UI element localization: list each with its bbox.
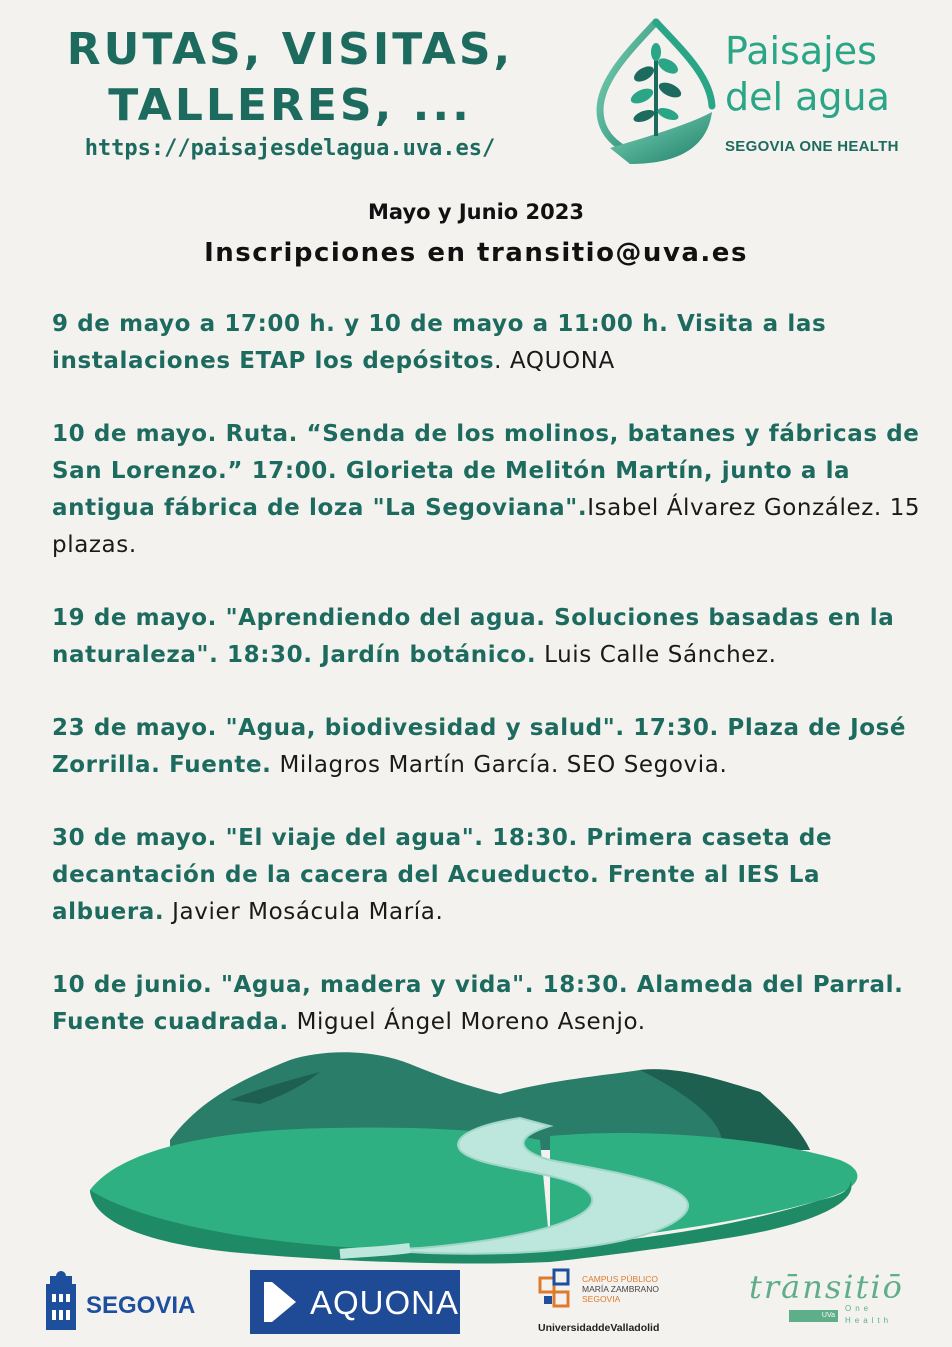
main-title <box>40 22 540 134</box>
event-item: 9 de mayo a 17:00 h. y 10 de mayo a 11:00 h. Visita a las instalaciones ETAP los depósitos. AQUONA <box>52 311 827 374</box>
events-list <box>52 306 922 1077</box>
event-item: 30 de mayo. "El viaje del agua". 18:30. Primera caseta de decantación de la cacera del Acueducto. Frente al IES La albuera. Javier Mosácula María. <box>52 825 833 925</box>
event-item: 23 de mayo. "Agua, biodivesidad y salud". 17:30. Plaza de José Zorrilla. Fuente. Milagros Martín García. SEO Segovia. <box>52 715 907 778</box>
event-item: 10 de junio. "Agua, madera y vida". 18:30. Alameda del Parral. Fuente cuadrada. Miguel Ángel Moreno Asenjo. <box>52 972 904 1035</box>
dates-heading: Mayo y Junio 2023 <box>368 200 584 224</box>
uva-campus-logo: CAMPUS PÚBLICO MARÍA ZAMBRANO SEGOVIA UniversidaddeValladolid <box>538 1266 678 1338</box>
aquona-mark-icon <box>264 1282 300 1322</box>
transitio-logo: trānsitiō UVa One Health <box>749 1268 904 1325</box>
logo-title: Paisajes del agua <box>725 29 890 119</box>
title-line-2: TALLERES, ... <box>108 80 472 131</box>
landscape-illustration <box>80 1040 870 1270</box>
footer-logos <box>0 1262 952 1342</box>
campus-grid-icon <box>538 1268 578 1312</box>
aquona-logo: AQUONA <box>250 1270 460 1334</box>
title-line-1: RUTAS, VISITAS, <box>66 24 514 75</box>
logo-subtitle: SEGOVIA ONE HEALTH <box>725 138 899 155</box>
event-item: 19 de mayo. "Aprendiendo del agua. Soluciones basadas en la naturaleza". 18:30. Jardín botánico. Luis Calle Sánchez. <box>52 605 895 668</box>
registration-heading: Inscripciones en transitio@uva.es <box>204 238 748 268</box>
segovia-logo-text: SEGOVIA <box>86 1292 196 1319</box>
website-link[interactable]: https://paisajesdelagua.uva.es/ <box>84 136 496 161</box>
event-item: 10 de mayo. Ruta. “Senda de los molinos, batanes y fábricas de San Lorenzo.” 17:00. Glorieta de Melitón Martín, junto a la antigua fábrica de loza "La Segoviana".Isabel Álvarez González. 15 plazas. <box>52 421 921 558</box>
